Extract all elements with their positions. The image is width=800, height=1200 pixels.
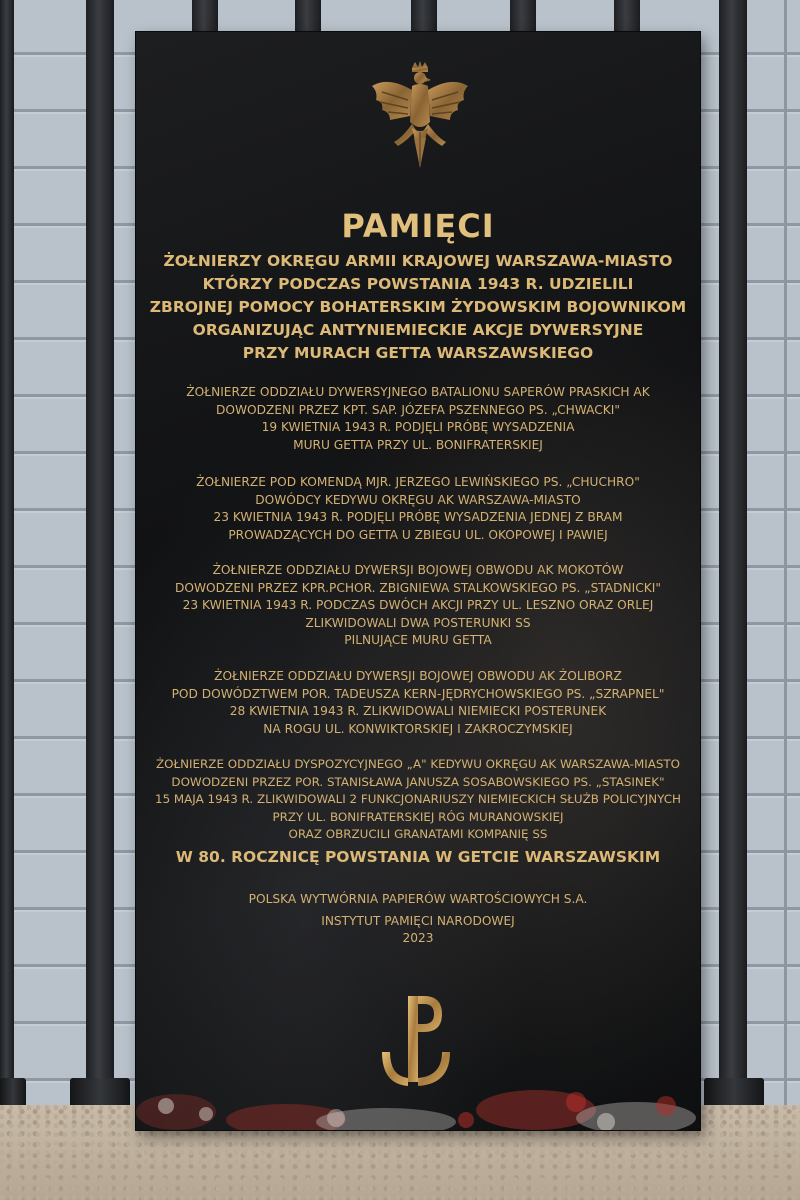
credit-pwpw: POLSKA WYTWÓRNIA PAPIERÓW WARTOŚCIOWYCH S.A.: [248, 892, 588, 906]
fence-bar: [192, 0, 218, 34]
inscription-block-3: [136, 562, 700, 650]
inscription-line: DOWODZENI PRZEZ KPR.PCHOR. ZBIGNIEWA STALKOWSKIEGO PS. „STADNICKI": [175, 580, 661, 595]
credit-year: 2023: [402, 931, 434, 945]
inscription-line: ŻOŁNIERZE ODDZIAŁU DYWERSJI BOJOWEJ OBWODU AK ŻOLIBORZ: [214, 669, 622, 683]
inscription-line: MURU GETTA PRZY UL. BONIFRATERSKIEJ: [293, 437, 543, 452]
wall-panel-seam: [784, 0, 787, 1110]
inscription-line: PRZY UL. BONIFRATERSKIEJ RÓG MURANOWSKIEJ: [272, 809, 564, 824]
inscription-block-1: [136, 384, 700, 454]
inscription-line: 15 MAJA 1943 R. ZLIKWIDOWALI 2 FUNKCJONARIUSZY NIEMIECKICH SŁUŻB POLICYJNYCH: [155, 792, 681, 806]
inscription-block-2: [136, 474, 700, 544]
inscription-line: ORAZ OBRZUCILI GRANATAMI KOMPANIĘ SS: [288, 827, 548, 841]
plaque-heading: PAMIĘCI: [341, 207, 495, 245]
credit-ipn: INSTYTUT PAMIĘCI NARODOWEJ: [321, 914, 515, 928]
inscription-line: ŻOŁNIERZE POD KOMENDĄ MJR. JERZEGO LEWIŃSKIEGO PS. „CHUCHRO": [196, 475, 640, 489]
anniversary-line: W 80. ROCZNICĘ POWSTANIA W GETCIE WARSZAWSKIM: [175, 848, 661, 866]
fence-post-left: [86, 0, 114, 1090]
lead-line: ŻOŁNIERZY OKRĘGU ARMII KRAJOWEJ WARSZAWA-MIASTO: [163, 252, 673, 270]
inscription-line: ŻOŁNIERZE ODDZIAŁU DYWERSJI BOJOWEJ OBWODU AK MOKOTÓW: [212, 563, 624, 577]
inscription-line: 23 KWIETNIA 1943 R. PODJĘLI PRÓBĘ WYSADZENIA JEDNEJ Z BRAM: [213, 510, 623, 524]
lead-line: PRZY MURACH GETTA WARSZAWSKIEGO: [242, 344, 594, 362]
fence-bar: [295, 0, 321, 34]
inscription-block-4: [136, 668, 700, 738]
inscription-line: ŻOŁNIERZE ODDZIAŁU DYSPOZYCYJNEGO „A" KEDYWU OKRĘGU AK WARSZAWA-MIASTO: [155, 757, 681, 771]
inscription-line: ŻOŁNIERZE ODDZIAŁU DYWERSYJNEGO BATALIONU SAPERÓW PRASKICH AK: [186, 385, 650, 399]
fence-bar: [411, 0, 437, 34]
inscription-line: DOWODZENI PRZEZ KPT. SAP. JÓZEFA PSZENNEGO PS. „CHWACKI": [216, 402, 620, 417]
polish-eagle-emblem: [368, 60, 472, 178]
inscription-line: 23 KWIETNIA 1943 R. PODCZAS DWÓCH AKCJI PRZY UL. LESZNO ORAZ ORLEJ: [182, 598, 654, 612]
fence-bar: [510, 0, 536, 34]
inscription-line: ZLIKWIDOWALI DWA POSTERUNKI SS: [305, 615, 531, 630]
inscription-block-5: [136, 756, 700, 844]
inscription-line: PROWADZĄCYCH DO GETTA U ZBIEGU UL. OKOPOWEJ I PAWIEJ: [228, 527, 608, 542]
inscription-line: DOWODZENI PRZEZ POR. STANISŁAWA JANUSZA SOSABOWSKIEGO PS. „STASINEK": [171, 774, 665, 789]
inscription-line: 19 KWIETNIA 1943 R. PODJĘLI PRÓBĘ WYSADZENIA: [261, 420, 575, 434]
lead-line: ZBROJNEJ POMOCY BOHATERSKIM ŻYDOWSKIM BOJOWNIKOM: [149, 298, 687, 316]
plaque-lead-text: [136, 250, 700, 365]
inscription-line: PILNUJĄCE MURU GETTA: [344, 633, 492, 647]
lead-line: ORGANIZUJĄC ANTYNIEMIECKIE AKCJE DYWERSYJNE: [192, 321, 644, 339]
inscription-line: 28 KWIETNIA 1943 R. ZLIKWIDOWALI NIEMIECKI POSTERUNEK: [229, 704, 607, 718]
kotwica-emblem: [378, 990, 454, 1092]
fence-post-right: [719, 0, 747, 1090]
fence-bar: [614, 0, 640, 34]
inscription-line: POD DOWÓDZTWEM POR. TADEUSZA KERN-JĘDRYCHOWSKIEGO PS. „SZRAPNEL": [171, 686, 665, 701]
lead-line: KTÓRZY PODCZAS POWSTANIA 1943 R. UDZIELILI: [202, 275, 634, 293]
inscription-line: DOWÓDCY KEDYWU OKRĘGU AK WARSZAWA-MIASTO: [255, 492, 581, 507]
memorial-plaque: [136, 32, 700, 1130]
inscription-line: NA ROGU UL. KONWIKTORSKIEJ I ZAKROCZYMSKIEJ: [263, 721, 573, 736]
fence-post-edge: [0, 0, 14, 1090]
